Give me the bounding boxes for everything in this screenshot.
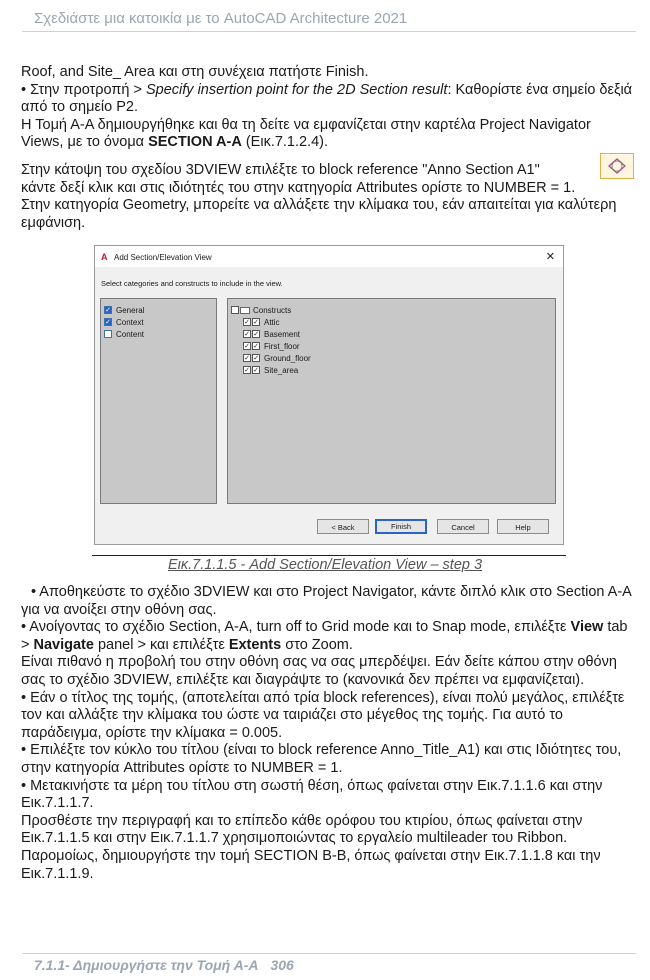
checkbox-checked[interactable]: ✓: [244, 343, 250, 350]
tree-item-first-floor[interactable]: ✓ ✓ First_floor: [244, 341, 300, 351]
paragraph: Η Τομή Α-Α δημιουργήθηκε και θα τη δείτε να εμφανίζεται στην καρτέλα Project Navigator Views, με το όνομα SECTION A-A (Εικ.7.1.2.4).: [21, 116, 591, 151]
checkbox-unchecked[interactable]: [104, 330, 112, 338]
caption-divider: [92, 555, 566, 556]
help-button[interactable]: Help: [497, 519, 549, 534]
category-item-content[interactable]: Content: [104, 328, 144, 340]
add-section-elevation-dialog: [94, 245, 564, 545]
back-button[interactable]: < Back: [317, 519, 369, 534]
header-divider: [22, 31, 636, 32]
paragraph: Roof, and Site_ Area και στη συνέχεια πατήστε Finish.: [21, 64, 369, 80]
construct-icon: ✓: [253, 343, 259, 350]
paragraph: • Ανοίγοντας το σχέδιο Section, A-A, turn off to Grid mode και to Snap mode, επιλέξτε View tab > Navigate panel > και επιλέξτε Extents στο Zoom.: [21, 619, 628, 653]
construct-icon: ✓: [253, 367, 259, 374]
dialog-title: Add Section/Elevation View: [114, 253, 212, 262]
paragraph: Στην κάτοψη του σχεδίου 3DVIEW επιλέξτε το block reference "Anno Section A1": [21, 162, 540, 178]
close-icon[interactable]: ✕: [545, 251, 555, 263]
page-header: Σχεδιάστε μια κατοικία με το AutoCAD Architecture 2021: [34, 10, 408, 27]
checkbox-checked[interactable]: ✓: [244, 367, 250, 374]
folder-icon: [240, 307, 250, 314]
tree-item-attic[interactable]: ✓ ✓ Attic: [244, 317, 280, 327]
tree-item-basement[interactable]: ✓ ✓ Basement: [244, 329, 301, 339]
checkbox-checked[interactable]: ✓: [244, 331, 250, 338]
paragraph: Στην κατηγορία Geometry, μπορείτε να αλλάξετε την κλίμακα του, εάν απαιτείται για καλύτερη εμφάνιση.: [21, 197, 617, 231]
construct-icon: ✓: [253, 319, 259, 326]
section-marker-icon: [600, 153, 634, 179]
figure-caption: Εικ.7.1.1.5 - Add Section/Elevation View – step 3: [167, 557, 483, 573]
checkbox-checked[interactable]: ✓: [244, 319, 250, 326]
cancel-button[interactable]: Cancel: [437, 519, 489, 534]
page-number: 306: [270, 957, 294, 973]
paragraph: • Εάν ο τίτλος της τομής, (αποτελείται από τρία block references), είναι πολύ μεγάλος, επιλέξτε τον και αλλάξτε την κλίμακα του ώστε να ταιριάζει στο μέγεθος της τομής. Για αυτό το παράδειγμα, ορίστε την κλίμακα = 0.005.: [21, 689, 625, 741]
finish-button[interactable]: Finish: [375, 519, 427, 534]
dialog-prompt: Select categories and constructs to include in the view.: [101, 279, 283, 288]
footer-section-title: 7.1.1- Δημιουργήστε την Τομή Α-Α: [34, 957, 259, 973]
construct-icon: ✓: [253, 355, 259, 362]
category-item-general[interactable]: ✓ General: [105, 305, 145, 315]
autocad-logo-icon: A: [101, 252, 108, 262]
paragraph: Είναι πιθανό η προβολή του στην οθόνη σας να σας μπερδέψει. Εάν δείτε κάπου στην οθόνη σας το σχέδιο 3DVIEW, επιλέξτε και διαγράψτε το (κανονικά δεν πρέπει να εμφανίζεται).: [21, 654, 617, 688]
checkbox-checked[interactable]: ✓: [105, 307, 111, 314]
dialog-titlebar: [95, 246, 563, 267]
tree-item-site-area[interactable]: ✓ ✓ Site_area: [244, 365, 299, 375]
paragraph: • Επιλέξτε τον κύκλο του τίτλου (είναι το block reference Anno_Title_A1) και στις Ιδιότητες του, στην κατηγορία Attributes ορίστε το NUMBER = 1.: [21, 742, 622, 776]
paragraph: Προσθέστε την περιγραφή και το επίπεδο κάθε ορόφου του κτιρίου, όπως φαίνεται στην Εικ.7.1.1.5 και στην Εικ.7.1.1.7 χρησιμοποιώντας το εργαλείο multileader του Ribbon.: [21, 812, 583, 847]
paragraph: κάντε δεξί κλικ και στις ιδιότητές του στην κατηγορία Attributes ορίστε το NUMBER = 1.: [21, 179, 576, 196]
paragraph: • Στην προτροπή > Specify insertion point for the 2D Section result: Καθορίστε ένα σημείο δεξιά από το σημείο P2.: [21, 81, 633, 116]
page-footer: [34, 957, 294, 973]
category-item-context[interactable]: ✓ Context: [105, 317, 144, 327]
instructions-text: [21, 162, 617, 232]
categories-list[interactable]: [100, 298, 217, 504]
constructs-tree[interactable]: [227, 298, 556, 504]
checkbox-checked[interactable]: ✓: [244, 355, 250, 362]
paragraph: • Μετακινήστε τα μέρη του τίτλου στη σωστή θέση, όπως φαίνεται στην Εικ.7.1.1.6 και στην Εικ.7.1.1.7.: [21, 777, 603, 812]
paragraph: Παρομοίως, δημιουργήστε την τομή SECTION B-B, όπως φαίνεται στην Εικ.7.1.1.8 και την Εικ.7.1.1.9.: [21, 847, 601, 882]
construct-icon: ✓: [253, 331, 259, 338]
tree-item-ground-floor[interactable]: ✓ ✓ Ground_floor: [244, 353, 311, 363]
intro-text: [21, 64, 636, 152]
checkbox-unchecked[interactable]: [231, 306, 239, 314]
paragraph: • Αποθηκεύστε το σχέδιο 3DVIEW και στο Project Navigator, κάντε διπλό κλικ στο Section A-A για να ανοίξει στην οθόνη σας.: [21, 584, 632, 618]
steps-text: [21, 584, 636, 883]
checkbox-checked[interactable]: ✓: [105, 319, 111, 326]
footer-divider: [22, 953, 636, 954]
tree-root-constructs[interactable]: Constructs: [231, 304, 291, 316]
